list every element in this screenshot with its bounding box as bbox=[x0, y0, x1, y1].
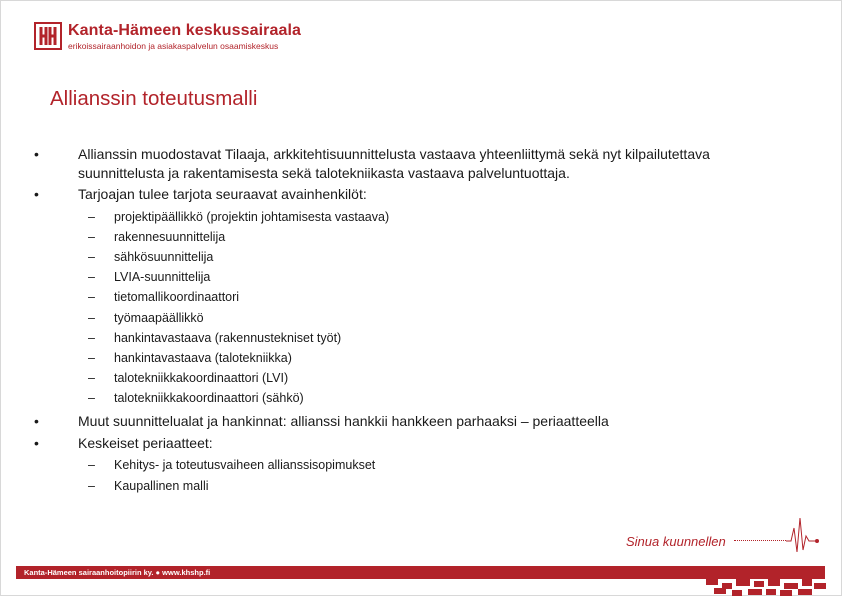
sub-bullet-text: hankintavastaava (talotekniikka) bbox=[114, 351, 292, 365]
dash-marker: – bbox=[88, 311, 95, 325]
bullet-marker: • bbox=[34, 413, 39, 429]
bullet-marker: • bbox=[34, 146, 39, 162]
slogan-dotted-line bbox=[734, 540, 786, 541]
sub-bullet-text: LVIA-suunnittelija bbox=[114, 270, 211, 284]
dash-marker: – bbox=[88, 250, 95, 264]
sub-bullet-text: hankintavastaava (rakennustekniset työt) bbox=[114, 331, 342, 345]
sub-bullet-text: Kaupallinen malli bbox=[114, 479, 209, 493]
sub-bullet-text: rakennesuunnittelija bbox=[114, 230, 226, 244]
sub-bullet-item bbox=[88, 370, 289, 386]
slide-title: Allianssin toteutusmalli bbox=[50, 87, 258, 110]
dash-marker: – bbox=[88, 371, 95, 385]
sub-bullet-item bbox=[88, 457, 376, 473]
bullet-text: Tarjoajan tulee tarjota seuraavat avainhenkilöt: bbox=[78, 186, 367, 202]
dash-marker: – bbox=[88, 230, 95, 244]
dash-marker: – bbox=[88, 331, 95, 345]
bullet-marker: • bbox=[34, 435, 39, 451]
bullet-item bbox=[34, 412, 778, 431]
sub-bullet-text: talotekniikkakoordinaattori (LVI) bbox=[114, 371, 289, 385]
bullet-item bbox=[34, 145, 778, 183]
heartbeat-pulse-icon bbox=[786, 516, 822, 556]
sub-bullet-item bbox=[88, 310, 204, 326]
sub-bullet-text: Kehitys- ja toteutusvaiheen allianssisopimukset bbox=[114, 458, 376, 472]
sub-bullet-item bbox=[88, 269, 211, 285]
bullet-marker: • bbox=[34, 186, 39, 202]
bullet-text: Keskeiset periaatteet: bbox=[78, 435, 213, 451]
bullet-item bbox=[34, 434, 778, 453]
sub-bullet-text: työmaapäällikkö bbox=[114, 311, 204, 325]
sub-bullet-text: tietomallikoordinaattori bbox=[114, 290, 240, 304]
slogan-text: Sinua kuunnellen bbox=[626, 534, 726, 549]
dash-marker: – bbox=[88, 479, 95, 493]
sub-bullet-text: sähkösuunnittelija bbox=[114, 250, 214, 264]
organization-subtitle: erikoissairaanhoidon ja asiakaspalvelun osaamiskeskus bbox=[68, 41, 279, 51]
dash-marker: – bbox=[88, 290, 95, 304]
sub-bullet-text: projektipäällikkö (projektin johtamisesta vastaava) bbox=[114, 210, 390, 224]
sub-bullet-item bbox=[88, 229, 226, 245]
sub-bullet-text: talotekniikkakoordinaattori (sähkö) bbox=[114, 391, 304, 405]
dash-marker: – bbox=[88, 210, 95, 224]
sub-bullet-item bbox=[88, 390, 304, 406]
dash-marker: – bbox=[88, 351, 95, 365]
sub-bullet-item bbox=[88, 249, 214, 265]
bullet-item bbox=[34, 185, 778, 204]
sub-bullet-item bbox=[88, 478, 209, 494]
bullet-text: Muut suunnittelualat ja hankinnat: allianssi hankkii hankkeen parhaaksi – periaatteella bbox=[78, 413, 609, 429]
footer-text: Kanta-Hämeen sairaanhoitopiirin ky. ● www.khshp.fi bbox=[24, 568, 211, 577]
sub-bullet-item bbox=[88, 350, 292, 366]
organization-logo bbox=[34, 22, 301, 52]
sub-bullet-item bbox=[88, 209, 390, 225]
hospital-logo-icon bbox=[34, 22, 62, 50]
dash-marker: – bbox=[88, 458, 95, 472]
footer-bar bbox=[16, 566, 825, 579]
bullet-text: Allianssin muodostavat Tilaaja, arkkitehtisuunnittelusta vastaava yhteenliittymä sekä nyt kilpailutettava suunnittelusta ja rakentamisesta sekä talotekniikasta vastaava palveluntuottaja. bbox=[78, 146, 710, 181]
dash-marker: – bbox=[88, 391, 95, 405]
decorative-pattern bbox=[706, 579, 826, 596]
sub-bullet-item bbox=[88, 289, 240, 305]
dash-marker: – bbox=[88, 270, 95, 284]
sub-bullet-item bbox=[88, 330, 342, 346]
organization-name: Kanta-Hämeen keskussairaala bbox=[68, 22, 302, 39]
